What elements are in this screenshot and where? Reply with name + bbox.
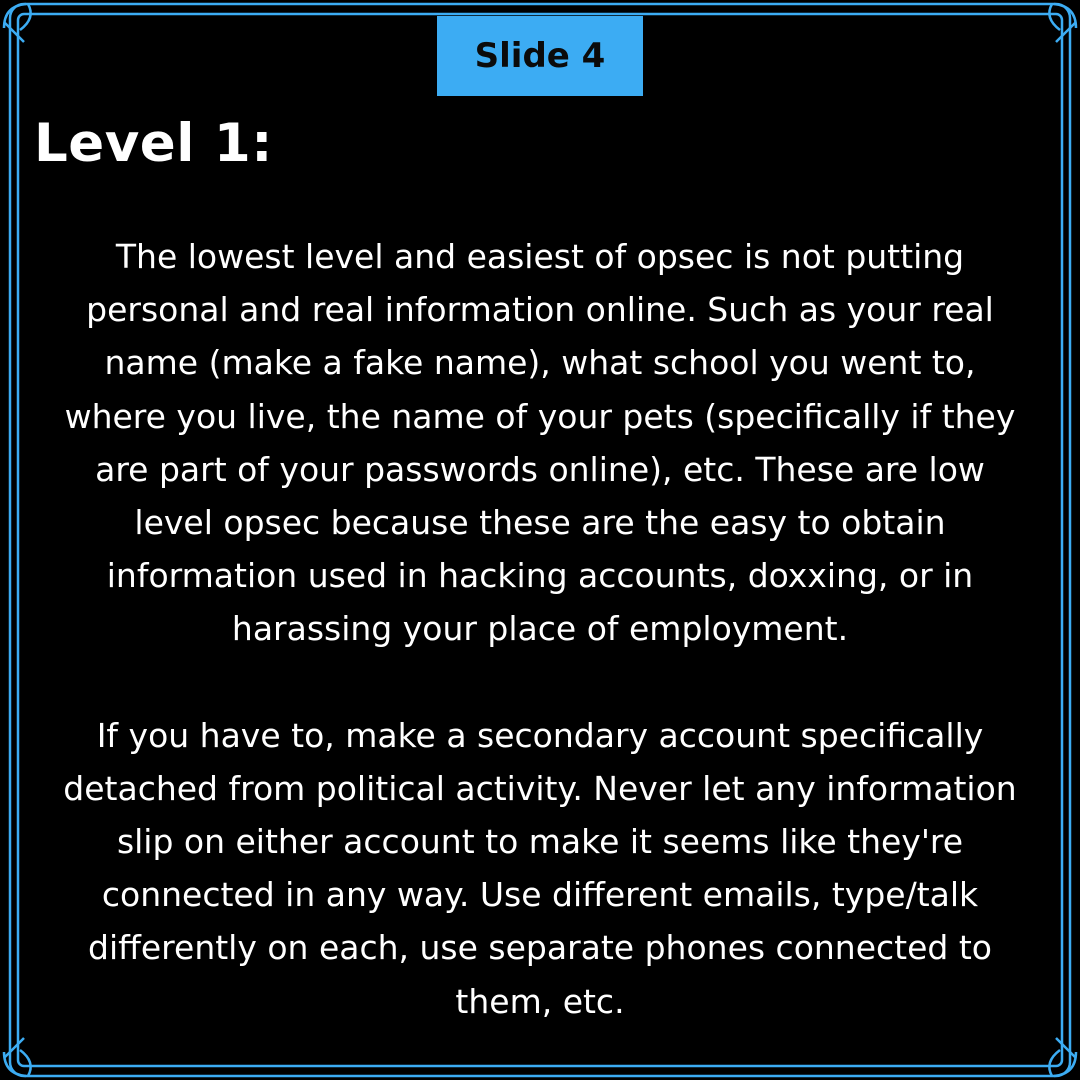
slide-heading: Level 1: [34,113,273,174]
slide-number-label: Slide 4 [474,36,606,76]
body-paragraph-1: The lowest level and easiest of opsec is not putting personal and real information online. Such as your real name (make a fake name), what school you went to, where you live, the name of your pets (specifically if they are part of your passwords online), etc. These are low level opsec because these are the easy to obtain information used in hacking accounts, doxxing, or in harassing your place of employment. [64,237,1016,649]
slide-number-badge [437,16,643,96]
body-paragraph-2: If you have to, make a secondary account specifically detached from political activity. Never let any information slip on either account to make it seems like they're connected in any way. Use different emails, type/talk differently on each, use separate phones connected to them, etc. [63,715,1017,1021]
slide-body [60,230,1020,1028]
